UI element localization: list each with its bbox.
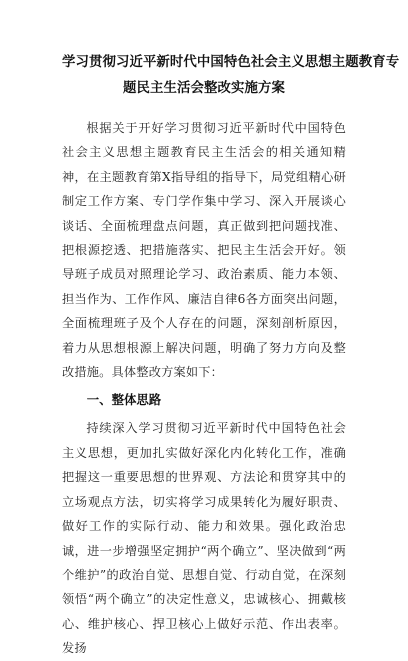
document-title: [62, 50, 400, 102]
document-title-line-1: 学习贯彻习近平新时代中国特色社会主义思想主题教育专: [62, 55, 400, 70]
section-heading-overall-approach: 一、整体思路: [86, 392, 162, 408]
document-title-line-2: 题民主生活会整改实施方案: [123, 81, 285, 96]
section-paragraph-overall-approach: 持续深入学习贯彻习近平新时代中国特色社会主义思想，更加扎实做好深化内化转化工作，准确把握这一重要思想的世界观、方法论和贯穿其中的立场观点方法，切实将学习成果转化为履好职责、做好工作的实际行动、能力和效果。强化政治忠诚，进一步增强坚定拥护“两个确立”、坚决做到“两个维护”的政治自觉、思想自觉、行动自觉，在深刻领悟“两个确立”的决定性意义，忠诚核心、拥戴核心、维护核心、捍卫核心上做好示范、作出表率。发扬: [62, 421, 346, 656]
intro-paragraph: 根据关于开好学习贯彻习近平新时代中国特色社会主义思想主题教育民主生活会的相关通知精神，在主题教育第X指导组的指导下，局党组精心研制定工作方案、专门学作集中学习、深入开展谈心谈话、全面梳理盘点问题，真正做到把问题找准、把根源挖透、把措施落实、把民主生活会开好。领导班子成员对照理论学习、政治素质、能力本领、担当作为、工作作风、廉洁自律6各方面突出问题，全面梳理班子及个人存在的问题，深刻剖析原因，着力从思想根源上解决问题，明确了努力方向及整改措施。具体整改方案如下：: [62, 121, 346, 380]
document-body: [62, 116, 346, 661]
